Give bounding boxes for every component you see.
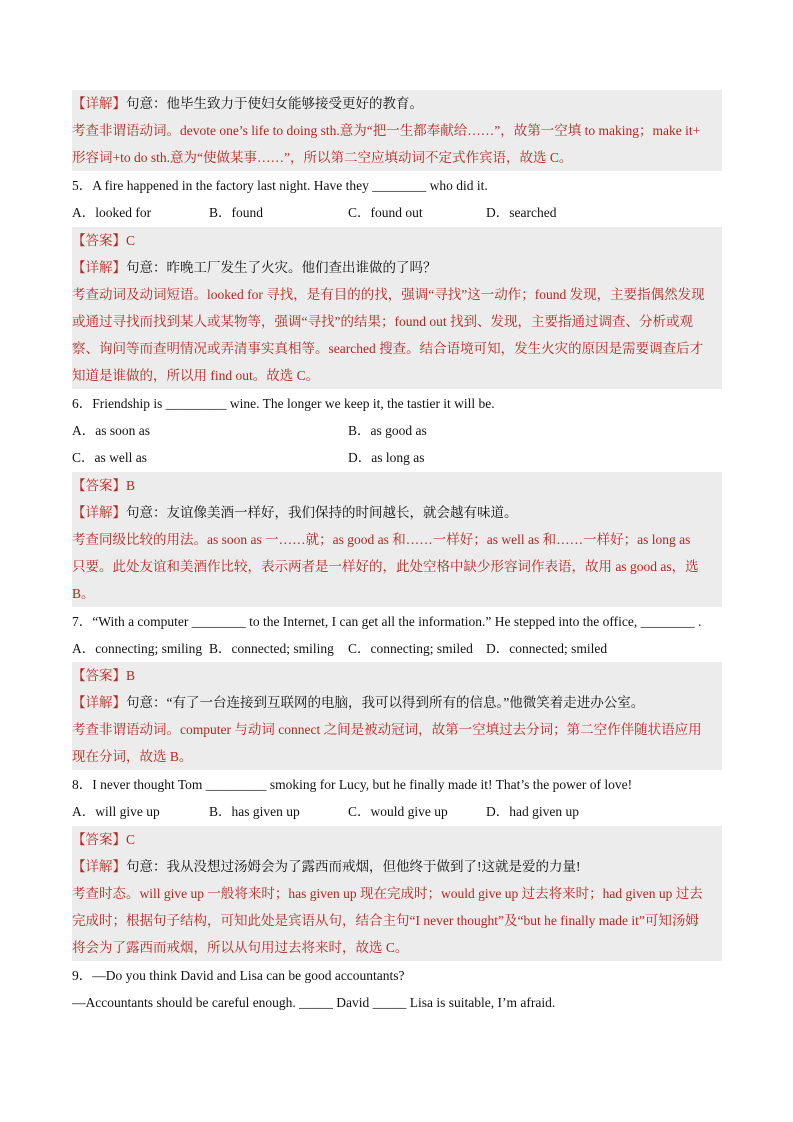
q6-analysis-line: 考查同级比较的用法。as soon as 一……就；as good as 和……一样好；as well as 和……一样好；as long as xyxy=(72,526,722,553)
option-a: A．will give up xyxy=(72,804,160,819)
option-b: B．connected; smiling xyxy=(209,641,334,656)
q9-stem: 9．—Do you think David and Lisa can be good accountants? xyxy=(72,968,405,983)
option-a: A．looked for xyxy=(72,205,152,220)
detail-text: 句意：我从没想过汤姆会为了露西而戒烟，但他终于做到了!这就是爱的力量! xyxy=(126,859,581,874)
q5-detail-line xyxy=(72,254,722,281)
q8-analysis-line: 完成时；根据句子结构，可知此处是宾语从句，结合主句“I never thought”及“but he finally made it”可知汤姆 xyxy=(72,907,722,934)
q5-answer-line xyxy=(72,227,722,254)
detail-tag: 【详解】 xyxy=(72,695,126,710)
q7-analysis-line: 考查非谓语动词。computer 与动词 connect 之间是被动冠词，故第一空填过去分词；第二空作伴随状语应用 xyxy=(72,716,722,743)
q8-answer-line xyxy=(72,826,722,853)
q7-options xyxy=(72,635,722,662)
q4-analysis-line: 考查非谓语动词。devote one’s life to doing sth.意为“把一生都奉献给……”，故第一空填 to making；make it+ xyxy=(72,117,722,144)
q8-analysis-line: 考查时态。will give up 一般将来时；has given up 现在完成时；would give up 过去将来时；had given up 过去 xyxy=(72,880,722,907)
option-b: B．found xyxy=(209,205,263,220)
option-c: C．would give up xyxy=(348,804,448,819)
detail-text: 句意：“有了一台连接到互联网的电脑，我可以得到所有的信息。”他微笑着走进办公室。 xyxy=(126,695,645,710)
q4-detail-line xyxy=(72,90,722,117)
answer-tag: 【答案】 xyxy=(72,233,126,248)
detail-text: 句意：昨晚工厂发生了火灾。他们查出谁做的了吗？ xyxy=(126,260,437,275)
answer-value: B xyxy=(126,478,136,493)
option-c: C．found out xyxy=(348,205,423,220)
answer-tag: 【答案】 xyxy=(72,478,126,493)
q9-stem: —Accountants should be careful enough. _____ David _____ Lisa is suitable, I’m afraid. xyxy=(72,995,556,1010)
option-b: B．as good as xyxy=(348,423,427,438)
detail-tag: 【详解】 xyxy=(72,96,126,111)
answer-value: C xyxy=(126,233,136,248)
q4-analysis-line: 形容词+to do sth.意为“使做某事……”，所以第二空应填动词不定式作宾语，故选 C。 xyxy=(72,144,722,171)
detail-text: 句意：友谊像美酒一样好，我们保持的时间越长，就会越有味道。 xyxy=(126,505,518,520)
q5-analysis-line: 察、询问等而查明情况或弄清事实真相等。searched 搜查。结合语境可知，发生火灾的原因是需要调查后才 xyxy=(72,335,722,362)
option-c: C．as well as xyxy=(72,450,147,465)
option-d: D．as long as xyxy=(348,450,425,465)
option-a: A．connecting; smiling xyxy=(72,641,203,656)
q6-stem: 6．Friendship is _________ wine. The longer we keep it, the tastier it will be. xyxy=(72,396,495,411)
q5-analysis-line: 知道是谁做的，所以用 find out。故选 C。 xyxy=(72,362,722,389)
q5-options xyxy=(72,199,722,226)
q8-analysis-line: 将会为了露西而戒烟，所以从句用过去将来时，故选 C。 xyxy=(72,934,722,961)
q6-analysis-line: 只要。此处友谊和美酒作比较，表示两者是一样好的，此处空格中缺少形容词作表语，故用 as good as，选 xyxy=(72,553,722,580)
detail-tag: 【详解】 xyxy=(72,505,126,520)
q6-options-row2 xyxy=(72,444,722,471)
detail-tag: 【详解】 xyxy=(72,859,126,874)
answer-tag: 【答案】 xyxy=(72,832,126,847)
detail-text: 句意：他毕生致力于使妇女能够接受更好的教育。 xyxy=(126,96,423,111)
q8-options xyxy=(72,798,722,825)
q6-analysis-line: B。 xyxy=(72,580,722,607)
option-d: D．searched xyxy=(486,205,557,220)
answer-value: C xyxy=(126,832,136,847)
option-d: D．connected; smiled xyxy=(486,641,608,656)
q7-stem: 7．“With a computer ________ to the Internet, I can get all the information.” He stepped into the office, ________ . xyxy=(72,614,702,629)
option-c: C．connecting; smiled xyxy=(348,641,473,656)
q7-answer-line xyxy=(72,662,722,689)
q5-analysis-line: 或通过寻找而找到某人或某物等，强调“寻找”的结果；found out 找到、发现，主要指通过调查、分析或观 xyxy=(72,308,722,335)
q8-detail-line xyxy=(72,853,722,880)
option-b: B．has given up xyxy=(209,804,300,819)
detail-tag: 【详解】 xyxy=(72,260,126,275)
option-a: A．as soon as xyxy=(72,423,150,438)
q7-analysis-line: 现在分词，故选 B。 xyxy=(72,743,722,770)
q8-stem: 8．I never thought Tom _________ smoking for Lucy, but he finally made it! That’s the power of love! xyxy=(72,777,633,792)
q6-detail-line xyxy=(72,499,722,526)
q5-analysis-line: 考查动词及动词短语。looked for 寻找，是有目的的找，强调“寻找”这一动作；found 发现，主要指偶然发现 xyxy=(72,281,722,308)
option-d: D．had given up xyxy=(486,804,579,819)
q6-options-row1 xyxy=(72,417,722,444)
q7-detail-line xyxy=(72,689,722,716)
answer-value: B xyxy=(126,668,136,683)
q6-answer-line xyxy=(72,472,722,499)
q5-stem: 5．A fire happened in the factory last night. Have they ________ who did it. xyxy=(72,178,488,193)
answer-tag: 【答案】 xyxy=(72,668,126,683)
